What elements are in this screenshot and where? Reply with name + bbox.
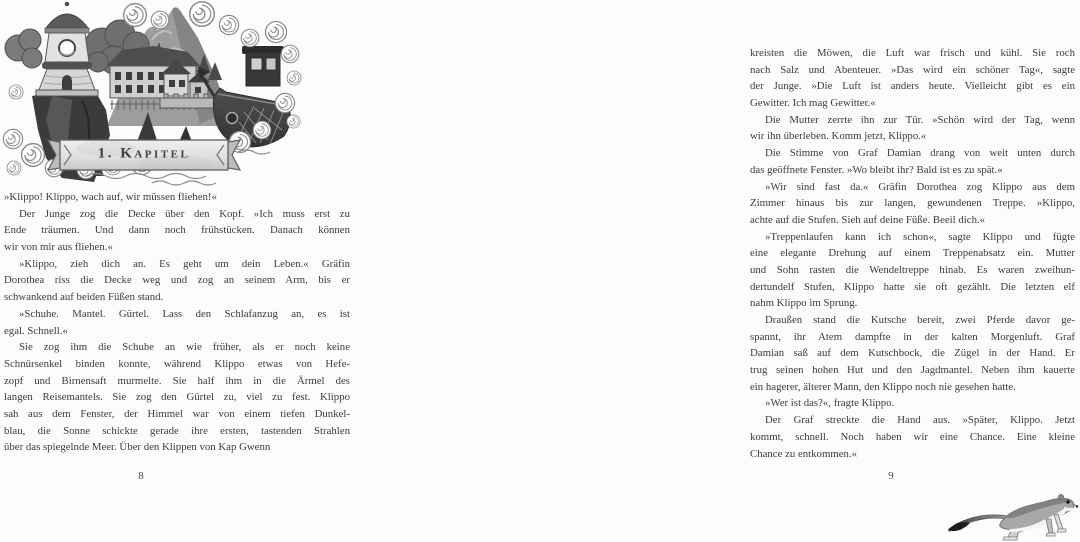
text-line: Der Graf streckte die Hand aus. »Später, Klippo. Jetzt bbox=[765, 414, 1075, 427]
body-text-right bbox=[750, 45, 1075, 462]
text-line: »Treppenlaufen kann ich schon«, sagte Klippo und fügte bbox=[765, 230, 1075, 243]
stoat-illustration bbox=[946, 485, 1080, 542]
text-line: kommt, schnell. Noch haben wir eine Chance. Eine kleine bbox=[750, 430, 1075, 443]
text-line: trug seinen hohen Hut und den Jagdmantel. Neben ihm kauerte bbox=[750, 364, 1075, 377]
page-number-left: 8 bbox=[138, 470, 144, 482]
page-left bbox=[0, 0, 360, 542]
text-line: eine elegante Drehung auf einem Treppenabsatz ein. Mutter bbox=[750, 247, 1075, 260]
text-line: Die Mutter zerrte ihn zur Tür. »Schön wird der Tag, wenn bbox=[765, 113, 1075, 126]
text-line: schwankend auf beiden Füßen stand. bbox=[4, 291, 164, 304]
text-line: Ende träumen. Und dann noch frühstücken. Danach können bbox=[4, 224, 350, 237]
text-line: »Klippo! Klippo, wach auf, wir müssen fliehen!« bbox=[4, 191, 217, 203]
chapter-banner bbox=[46, 136, 242, 174]
text-line: »Klippo, zieh dich an. Es geht um dein Leben.« Gräfin bbox=[19, 257, 350, 270]
page-right bbox=[360, 0, 1075, 542]
text-line: »Schuhe. Mantel. Gürtel. Lass den Schlafanzug an, es ist bbox=[19, 307, 350, 320]
text-line: Die Stimme von Graf Damian drang von weit unten durch bbox=[765, 147, 1075, 160]
text-line: Gewitter. Ich mag Gewitter.« bbox=[750, 97, 876, 110]
text-line: Zimmer hinaus bis zur langen, gewundenen Treppe. »Klippo, bbox=[750, 197, 1075, 210]
text-line: dertundelf Stufen, Klippo hatte sie oft gezählt. Die letzten elf bbox=[750, 280, 1075, 293]
text-line: spannt, ihr Atem dampfte in der kalten Morgenluft. Graf bbox=[750, 330, 1075, 343]
text-line: wir ihn überleben. Komm jetzt, Klippo.« bbox=[750, 130, 927, 143]
text-line: »Wir sind fast da.« Gräfin Dorothea zog Klippo aus dem bbox=[765, 180, 1075, 193]
text-line: der Junge. »Die Luft ist anders heute. Vielleicht gibt es ein bbox=[750, 80, 1075, 93]
text-line: blau, die Sonne schickte gerade ihre ersten, tastenden Strahlen bbox=[4, 424, 350, 437]
stoat-graphic bbox=[946, 485, 1080, 542]
text-line: ein hagerer, älterer Mann, den Klippo noch nie gesehen hatte. bbox=[750, 380, 1016, 393]
text-line: Chance zu entkommen.« bbox=[750, 447, 858, 460]
page-number-right: 9 bbox=[888, 470, 894, 482]
body-text-left bbox=[4, 189, 350, 456]
text-line: über das spiegelnde Meer. Über den Klippen von Kap Gwenn bbox=[4, 441, 271, 454]
text-line: nahm Klippo im Sprung. bbox=[750, 297, 858, 310]
text-line: Draußen stand die Kutsche bereit, zwei Pferde davor ge- bbox=[765, 314, 1075, 326]
text-line: zopf und Birnensaft murmelte. Sie half ihm in die Ärmel des bbox=[4, 374, 350, 387]
text-line: Dorothea riss die Decke weg und zog an seinem Arm, bis er bbox=[4, 274, 350, 287]
text-line: und Sohn rasten die Wendeltreppe hinab. Es waren zweihun- bbox=[750, 263, 1075, 276]
chapter-title: 1. Kapitel bbox=[97, 145, 191, 162]
text-line: kreisten die Möwen, die Luft war frisch und kühl. Sie roch bbox=[750, 47, 1075, 59]
text-line: wir von mir aus fliehen.« bbox=[4, 241, 113, 254]
text-line: langen Reisemantels. Sie zog den Gürtel zu, viel zu fest. Klippo bbox=[4, 391, 350, 404]
text-line: egal. Schnell.« bbox=[4, 324, 68, 337]
text-line: achte auf die Stufen. Sieh auf deine Füße. Beeil dich.« bbox=[750, 213, 986, 226]
text-line: Schnürsenkel binden konnte, während Klippo etwas von Hefe- bbox=[4, 357, 350, 370]
text-line: »Wer ist das?«, fragte Klippo. bbox=[765, 397, 895, 410]
text-line: nach Salz und Abenteuer. »Das wird ein schöner Tag«, sagte bbox=[750, 63, 1075, 76]
text-line: sah aus dem Fenster, der Himmel war von einem tiefen Dunkel- bbox=[4, 407, 350, 420]
text-line: Sie zog ihm die Schuhe an wie früher, als er noch keine bbox=[19, 341, 350, 354]
text-line: Damian saß auf dem Kutschbock, die Zügel in der Hand. Er bbox=[750, 347, 1075, 360]
text-line: Der Junge zog die Decke über den Kopf. »Ich muss erst zu bbox=[19, 207, 350, 220]
text-line: das geöffnete Fenster. »Wo bleibt ihr? Bald ist es zu spät.« bbox=[750, 163, 1003, 176]
